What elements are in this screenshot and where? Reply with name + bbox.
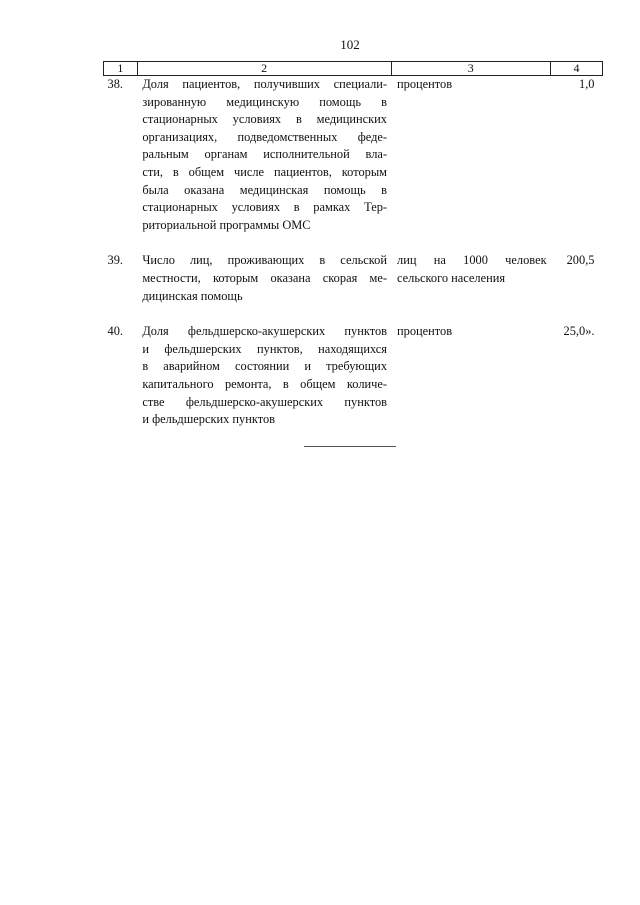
header-col-1: 1: [104, 62, 138, 76]
description-line: капитального ремонта, в общем количе-: [142, 376, 388, 391]
row-unit: [391, 252, 551, 305]
row-unit: [391, 323, 551, 429]
description-line: сти, в общем числе пациентов, которым: [142, 164, 388, 179]
description-line: дицинская помощь: [142, 288, 243, 303]
row-unit: [391, 76, 551, 235]
description-line: организациях, подведомственных феде-: [142, 129, 388, 144]
unit-line: сельского населения: [397, 270, 506, 285]
description-line: в аварийном состоянии и требующих: [142, 359, 388, 374]
page-number: 102: [340, 37, 360, 52]
description-line: стационарных условиях в медицинских: [142, 112, 388, 127]
unit-line: процентов: [397, 324, 453, 339]
table-row: [104, 323, 603, 429]
description-line: риториальной программы ОМС: [142, 217, 311, 232]
end-divider: [304, 446, 396, 447]
row-description: [137, 323, 391, 429]
description-line: Число лиц, проживающих в сельской: [142, 253, 388, 268]
row-spacer: [104, 234, 603, 252]
row-value: 25,0».: [563, 324, 595, 339]
table-row: [104, 76, 603, 235]
description-line: стационарных условиях в рамках Тер-: [142, 200, 388, 215]
row-number: 39.: [107, 253, 123, 268]
header-col-4: 4: [551, 62, 603, 76]
indicators-table: [103, 61, 603, 429]
description-line: и фельдшерских пунктов: [142, 412, 276, 427]
description-line: ральным органам исполнительной вла-: [142, 147, 388, 162]
row-spacer: [104, 305, 603, 323]
table-header: [104, 62, 603, 76]
description-line: зированную медицинскую помощь в: [142, 94, 388, 109]
description-line: стве фельдшерско-акушерских пунктов: [142, 394, 388, 409]
header-col-2: 2: [137, 62, 391, 76]
unit-line: лиц на 1000 человек: [397, 253, 547, 268]
description-line: местности, которым оказана скорая ме-: [142, 270, 388, 285]
row-value: 1,0: [579, 77, 595, 91]
unit-line: процентов: [397, 77, 453, 91]
description-line: Доля пациентов, получивших специали-: [142, 77, 388, 91]
row-description: [137, 252, 391, 305]
description-line: и фельдшерских пунктов, находящихся: [142, 341, 388, 356]
row-value: 200,5: [566, 253, 595, 268]
header-col-3: 3: [391, 62, 551, 76]
description-line: Доля фельдшерско-акушерских пунктов: [142, 324, 388, 339]
table-row: [104, 252, 603, 305]
row-number: 38.: [107, 77, 123, 91]
description-line: была оказана медицинская помощь в: [142, 182, 388, 197]
row-number: 40.: [107, 324, 123, 339]
row-description: [137, 76, 391, 235]
